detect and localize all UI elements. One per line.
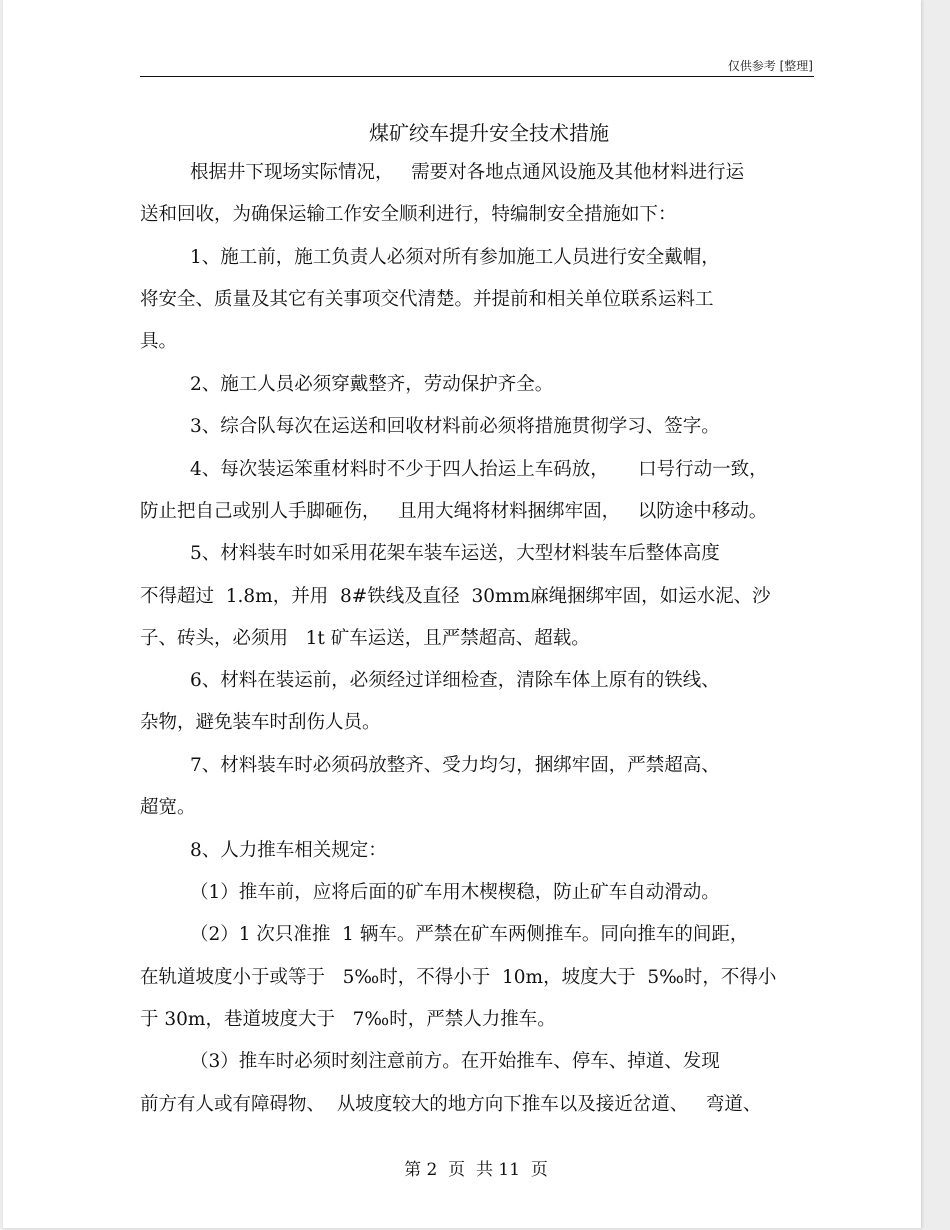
paragraph-line: 在轨道坡度小于或等于 5‰时，不得小于 10m，坡度大于 5‰时，不得小 (140, 967, 777, 988)
paragraph-line: 3、综合队每次在运送和回收材料前必须将措施贯彻学习、签字。 (190, 416, 720, 437)
paragraph-line: 6、材料在装运前，必须经过详细检查，清除车体上原有的铁线、 (190, 670, 720, 691)
paragraph-line: 子、砖头，必须用 1t 矿车运送，且严禁超高、超载。 (140, 628, 590, 649)
paragraph-line: 1、施工前，施工负责人必须对所有参加施工人员进行安全戴帽， (190, 247, 720, 268)
paragraph-line: （1）推车前，应将后面的矿车用木楔楔稳，防止矿车自动滑动。 (190, 882, 720, 903)
paragraph-line: 防止把自己或别人手脚砸伤， 且用大绳将材料捆绑牢固， 以防途中移动。 (140, 501, 768, 522)
paragraph-line: 4、每次装运笨重材料时不少于四人抬运上车码放， 口号行动一致， (190, 459, 768, 480)
header-note: 仅供参考 [整理] (727, 59, 813, 73)
paragraph-line: 杂物，避免装车时刮伤人员。 (140, 712, 381, 733)
document-page (3, 0, 921, 1228)
paragraph-line: 根据井下现场实际情况， 需要对各地点通风设施及其他材料进行运 (190, 162, 745, 183)
paragraph-line: 于 30m，巷道坡度大于 7‰时，严禁人力推车。 (140, 1009, 556, 1030)
header-rule (140, 76, 814, 77)
document-title: 煤矿绞车提升安全技术措施 (369, 121, 609, 145)
page-footer: 第 2 页 共 11 页 (404, 1160, 548, 1180)
paragraph-line: 送和回收，为确保运输工作安全顺利进行，特编制安全措施如下： (140, 204, 677, 225)
paragraph-line: 超宽。 (140, 797, 196, 818)
paragraph-line: 具。 (140, 331, 178, 352)
paragraph-line: （2）1 次只准推 1 辆车。严禁在矿车两侧推车。同向推车的间距， (190, 924, 749, 945)
paragraph-line: 不得超过 1.8m，并用 8#铁线及直径 30mm麻绳捆绑牢固，如运水泥、沙 (140, 586, 771, 607)
paragraph-line: 8、人力推车相关规定： (190, 840, 387, 861)
paragraph-line: 7、材料装车时必须码放整齐、受力均匀，捆绑牢固，严禁超高、 (190, 755, 720, 776)
paragraph-line: 前方有人或有障碍物、 从坡度较大的地方向下推车以及接近岔道、 弯道、 (140, 1094, 762, 1115)
paragraph-line: （3）推车时必须时刻注意前方。在开始推车、停车、掉道、发现 (190, 1051, 720, 1072)
paragraph-line: 5、材料装车时如采用花架车装车运送，大型材料装车后整体高度 (190, 543, 720, 564)
paragraph-line: 将安全、质量及其它有关事项交代清楚。并提前和相关单位联系运料工 (140, 289, 714, 310)
paragraph-line: 2、施工人员必须穿戴整齐，劳动保护齐全。 (190, 374, 554, 395)
